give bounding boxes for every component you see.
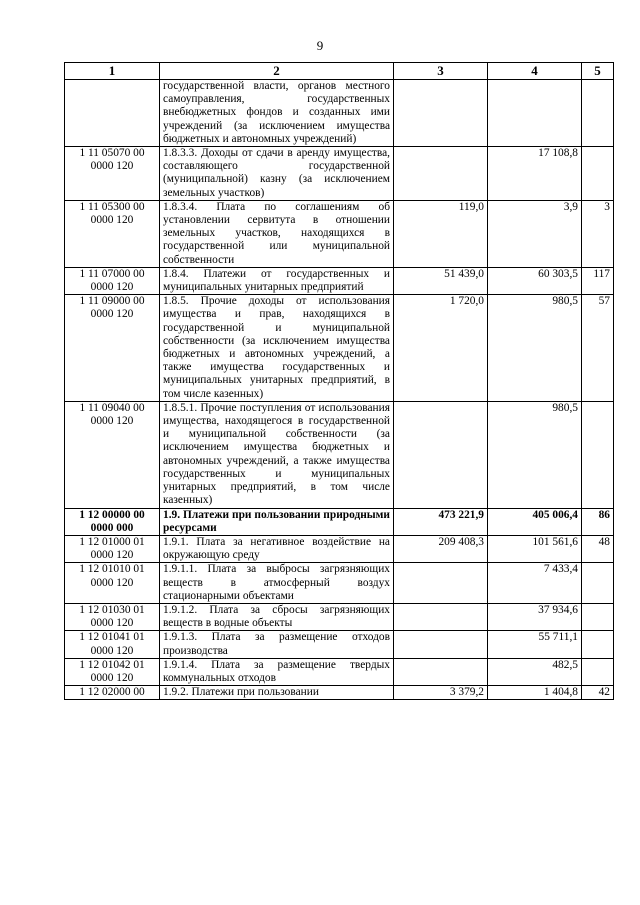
- row-code: 1 11 05300 00 0000 120: [65, 200, 160, 267]
- row-description: 1.8.5. Прочие доходы от использования имущества и прав, находящихся в государственной и муниципальной собственности (за исключением имущества бюджетных и автономных учреждений, а также имущества государственных и муниципальных унитарных предприятий, в том числе казенных): [160, 295, 394, 402]
- row-value-col4: 3,9: [488, 200, 582, 267]
- row-description: 1.9. Платежи при пользовании природными ресурсами: [160, 508, 394, 535]
- row-value-col4: 37 934,6: [488, 603, 582, 630]
- row-code: 1 11 07000 00 0000 120: [65, 267, 160, 294]
- row-description: 1.8.3.4. Плата по соглашениям об установлении сервитута в отношении земельных участков, находящихся в государственной или муниципальной собственности: [160, 200, 394, 267]
- row-value-col5: 42: [582, 686, 614, 700]
- table-row: [65, 658, 614, 685]
- table-row: [65, 147, 614, 201]
- page-number: 9: [316, 38, 324, 53]
- row-description: государственной власти, органов местного самоуправления, государственных внебюджетных фондов и созданных ими учреждений (за исключением имущества бюджетных и автономных учреждений): [160, 80, 394, 147]
- column-header-3: 3: [394, 63, 488, 80]
- row-value-col3: 1 720,0: [394, 295, 488, 402]
- row-value-col5: 3: [582, 200, 614, 267]
- row-value-col3: [394, 401, 488, 508]
- row-value-col3: [394, 147, 488, 201]
- table-row: [65, 295, 614, 402]
- row-description: 1.9.1.3. Плата за размещение отходов производства: [160, 631, 394, 658]
- table-row: [65, 603, 614, 630]
- table-row: [65, 563, 614, 604]
- row-code: 1 12 01000 01 0000 120: [65, 535, 160, 562]
- row-value-col5: 117: [582, 267, 614, 294]
- row-value-col4: 101 561,6: [488, 535, 582, 562]
- column-header-4: 4: [488, 63, 582, 80]
- row-description: 1.9.2. Платежи при пользовании: [160, 686, 394, 700]
- row-value-col3: [394, 563, 488, 604]
- row-value-col5: [582, 631, 614, 658]
- table-row: [65, 267, 614, 294]
- row-value-col5: 86: [582, 508, 614, 535]
- row-value-col3: [394, 631, 488, 658]
- row-value-col3: [394, 603, 488, 630]
- row-code: 1 12 01041 01 0000 120: [65, 631, 160, 658]
- row-value-col4: 60 303,5: [488, 267, 582, 294]
- row-value-col4: 980,5: [488, 401, 582, 508]
- row-value-col3: 473 221,9: [394, 508, 488, 535]
- row-description: 1.9.1.4. Плата за размещение твердых коммунальных отходов: [160, 658, 394, 685]
- row-value-col5: [582, 147, 614, 201]
- column-header-1: 1: [65, 63, 160, 80]
- row-value-col3: 119,0: [394, 200, 488, 267]
- row-code: 1 11 05070 00 0000 120: [65, 147, 160, 201]
- row-code: 1 11 09040 00 0000 120: [65, 401, 160, 508]
- row-value-col5: [582, 401, 614, 508]
- row-code: 1 12 01010 01 0000 120: [65, 563, 160, 604]
- table-row: [65, 401, 614, 508]
- row-code: [65, 80, 160, 147]
- table-row: [65, 686, 614, 700]
- table-row: [65, 200, 614, 267]
- table-row-bold: [65, 508, 614, 535]
- budget-table: [64, 62, 614, 700]
- row-value-col5: [582, 603, 614, 630]
- table-row: [65, 535, 614, 562]
- row-value-col4: 482,5: [488, 658, 582, 685]
- row-value-col4: 980,5: [488, 295, 582, 402]
- row-value-col4: 7 433,4: [488, 563, 582, 604]
- row-code: 1 12 01030 01 0000 120: [65, 603, 160, 630]
- column-header-2: 2: [160, 63, 394, 80]
- table-header-row: [65, 63, 614, 80]
- row-value-col4: 405 006,4: [488, 508, 582, 535]
- row-value-col5: [582, 80, 614, 147]
- row-value-col5: 48: [582, 535, 614, 562]
- row-description: 1.9.1.2. Плата за сбросы загрязняющих веществ в водные объекты: [160, 603, 394, 630]
- row-value-col4: 17 108,8: [488, 147, 582, 201]
- row-description: 1.8.4. Платежи от государственных и муниципальных унитарных предприятий: [160, 267, 394, 294]
- row-code: 1 12 01042 01 0000 120: [65, 658, 160, 685]
- table-row: [65, 631, 614, 658]
- row-description: 1.9.1. Плата за негативное воздействие на окружающую среду: [160, 535, 394, 562]
- row-value-col5: [582, 658, 614, 685]
- row-value-col3: 209 408,3: [394, 535, 488, 562]
- row-value-col3: [394, 80, 488, 147]
- row-value-col3: 3 379,2: [394, 686, 488, 700]
- row-code: 1 11 09000 00 0000 120: [65, 295, 160, 402]
- row-code: 1 12 00000 00 0000 000: [65, 508, 160, 535]
- table-row: [65, 80, 614, 147]
- row-value-col3: 51 439,0: [394, 267, 488, 294]
- row-value-col3: [394, 658, 488, 685]
- column-header-5: 5: [582, 63, 614, 80]
- row-value-col4: 55 711,1: [488, 631, 582, 658]
- row-description: 1.9.1.1. Плата за выбросы загрязняющих веществ в атмосферный воздух стационарными объектами: [160, 563, 394, 604]
- row-value-col4: [488, 80, 582, 147]
- row-value-col4: 1 404,8: [488, 686, 582, 700]
- row-code: 1 12 02000 00: [65, 686, 160, 700]
- row-description: 1.8.3.3. Доходы от сдачи в аренду имущества, составляющего государственной (муниципальной) казну (за исключением земельных участков): [160, 147, 394, 201]
- row-value-col5: 57: [582, 295, 614, 402]
- row-description: 1.8.5.1. Прочие поступления от использования имущества, находящегося в государственной и муниципальной собственности (за исключением имущества бюджетных и автономных учреждений, а также имущества государственных и муниципальных унитарных предприятий, в том числе казенных): [160, 401, 394, 508]
- row-value-col5: [582, 563, 614, 604]
